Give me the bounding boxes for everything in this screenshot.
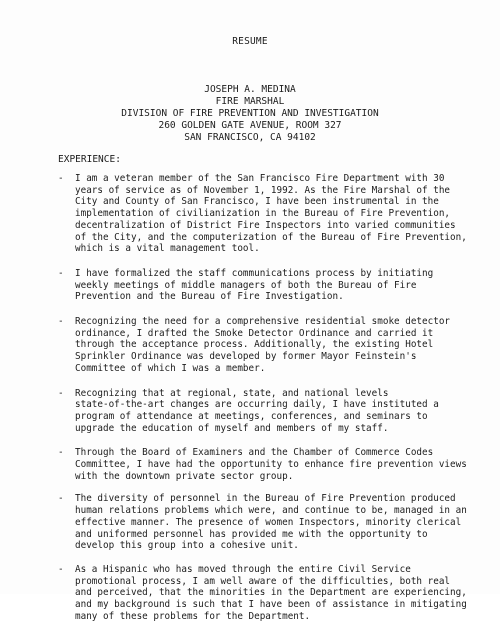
document-title: RESUME	[232, 36, 268, 47]
header-job-title: FIRE MARSHAL	[215, 96, 285, 107]
experience-item-text: The diversity of personnel in the Bureau of Fire Prevention produced human relations problems which were, and continue to be, managed in an effective manner. The presence of women Inspectors, minority clerical and uniformed personnel has provided me with the opportunity to develop this group into a cohesive unit.	[75, 493, 467, 552]
experience-item-text: Through the Board of Examiners and the Chamber of Commerce Codes Committee, I have had the opportunity to enhance fire prevention views with the downtown private sector group.	[75, 447, 467, 482]
experience-item	[58, 173, 483, 255]
experience-item-text: As a Hispanic who has moved through the entire Civil Service promotional process, I am well aware of the difficulties, both real and perceived, that the minorities in the Department are experiencing, and my background is such that I have been of assistance in mitigating many of these problems for the Department.	[75, 563, 467, 622]
experience-item	[58, 493, 483, 552]
bullet-dash: -	[58, 173, 64, 184]
experience-item-text: I have formalized the staff communications process by initiating weekly meetings of middle managers of both the Bureau of Fire Prevention and the Bureau of Fire Investigation.	[75, 267, 434, 303]
experience-item	[58, 316, 483, 375]
bullet-dash: -	[58, 447, 64, 459]
header-city-state-zip: SAN FRANCISCO, CA 94102	[184, 132, 316, 143]
header-name: JOSEPH A. MEDINA	[204, 84, 296, 95]
section-heading-experience: EXPERIENCE:	[58, 154, 121, 165]
experience-item	[58, 268, 483, 303]
experience-list	[58, 173, 483, 623]
bullet-dash: -	[58, 316, 64, 328]
bullet-dash: -	[58, 493, 64, 505]
experience-item-text: Recognizing the need for a comprehensive residential smoke detector ordinance, I drafted the Smoke Detector Ordinance and carried it through the acceptance process. Additionally, the existing Hotel Sprinkler Ordinance was developed by former Mayor Feinstein's Committee of which I was a member.	[75, 316, 451, 374]
experience-item-text: Recognizing that at regional, state, and national levels state-of-the-art changes are occurring daily, I have instituted a program of attendance at meetings, conferences, and seminars to upgrade the education of myself and members of my staff.	[75, 387, 439, 434]
experience-item	[58, 447, 483, 482]
bullet-dash: -	[58, 387, 64, 399]
contact-header	[0, 84, 500, 144]
experience-item	[58, 564, 483, 623]
bullet-dash: -	[58, 563, 64, 575]
experience-item-text: I am a veteran member of the San Francisco Fire Department with 30 years of service as of November 1, 1992. As the Fire Marshal of the City and County of San Francisco, I have been instrumental in the implementation of civilianization in the Bureau of Fire Prevention, decentralization of District Fire Inspectors into varied communities of the City, and the computerization of the Bureau of Fire Prevention, which is a vital management tool.	[75, 173, 467, 255]
header-division: DIVISION OF FIRE PREVENTION AND INVESTIGATION	[121, 108, 379, 119]
experience-item	[58, 388, 483, 435]
header-street-address: 260 GOLDEN GATE AVENUE, ROOM 327	[158, 120, 342, 131]
bullet-dash: -	[58, 267, 64, 279]
